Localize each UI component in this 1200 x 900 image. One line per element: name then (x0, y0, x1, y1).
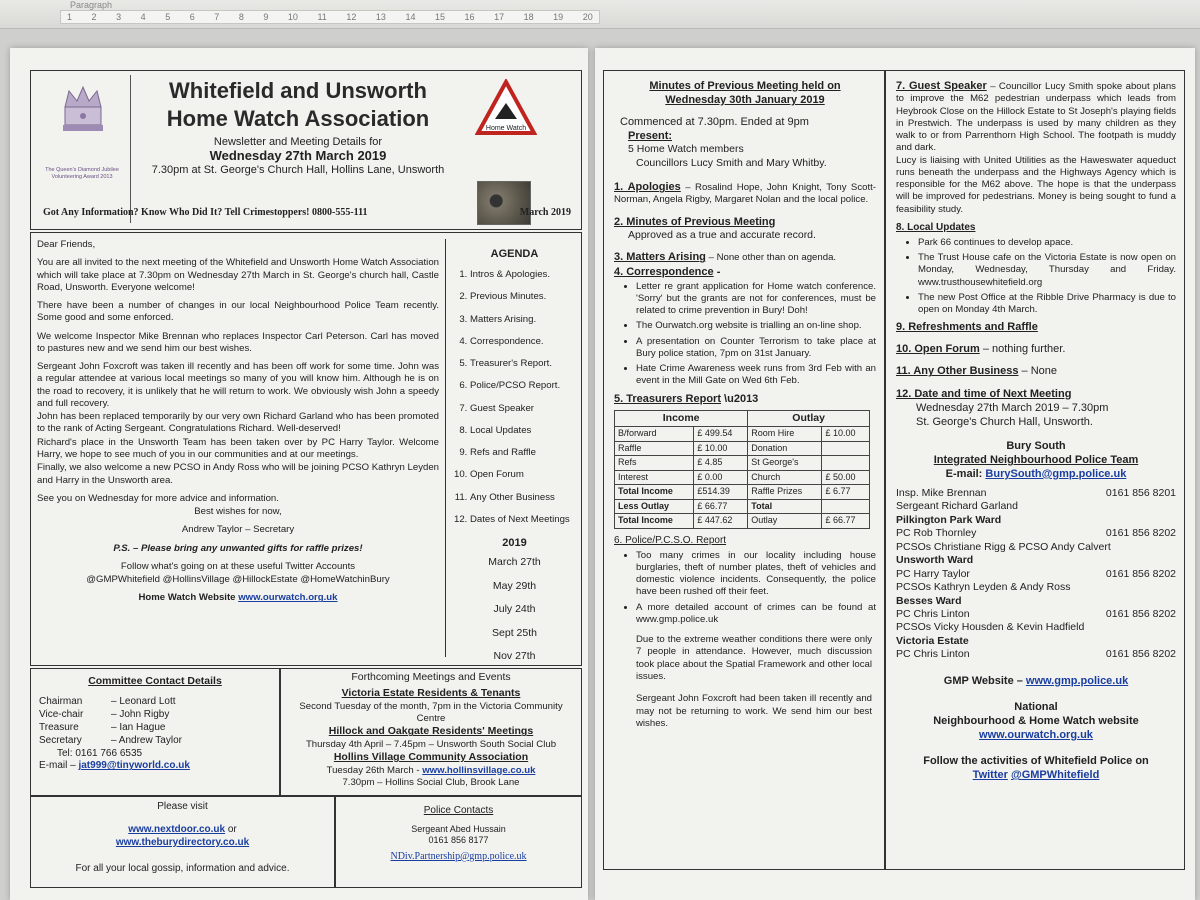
local-update-item: • The Trust House cafe on the Victoria Estate is now open on Monday, Wednesday, Thursday and Friday. www.trusthousewhitefield.org (918, 252, 1176, 289)
police-contacts: Police Contacts Sergeant Abed Hussain 0161 856 8177 NDiv.Partnership@gmp.police.uk (335, 796, 582, 888)
nextdoor-link[interactable]: www.nextdoor.co.uk (128, 823, 226, 835)
treasury-cell: £ 50.00 (822, 470, 870, 485)
committee-name: – John Rigby (111, 709, 170, 721)
gmp-website-link[interactable]: www.gmp.police.uk (1025, 674, 1129, 687)
police-team-row (896, 487, 1176, 500)
treasury-cell: Total Income (615, 514, 694, 529)
meeting-date: Nov 27th (493, 650, 536, 663)
ruler-tick: 8 (238, 12, 244, 22)
ruler-tick: 17 (494, 12, 505, 22)
treasury-cell: £ 10.00 (822, 427, 870, 442)
police-team-name: PCSOs Kathryn Leyden & Andy Ross (896, 581, 1071, 594)
committee-row (39, 722, 271, 735)
ruler-tick: 16 (464, 12, 475, 22)
local-updates-list (896, 237, 1176, 317)
ruler-tick: 18 (523, 12, 534, 22)
meeting-dates (452, 556, 577, 663)
forthcoming-events: Forthcoming Meetings and Events Victoria Estate Residents & Tenants Second Tuesday of the month, 7pm in the Victoria Community Centre Hillock and Oakgate Residents' Meetings Thursday 4th April – 7.45pm – Unsworth South Social Club Hollins Village Community Association Tuesday 26th March - www.hollinsvillage.co.uk 7.30pm – Hollins Social Club, Brook Lane (280, 668, 582, 796)
ruler-tick: 10 (287, 12, 298, 22)
correspondence-item: • Hate Crime Awareness week runs from 3rd Feb with an event in the Mill Gate on Wed 6th Feb. (636, 363, 876, 388)
meeting-date: Sept 25th (492, 626, 537, 639)
police-team-name: Pilkington Park Ward (896, 513, 1002, 526)
committee-name: – Leonard Lott (111, 696, 176, 708)
treasury-cell: Raffle (615, 441, 694, 456)
agenda-item: 8. Local Updates (470, 425, 577, 437)
svg-text:Home Watch: Home Watch (485, 125, 527, 132)
treasury-cell: £ 447.62 (694, 514, 748, 529)
treasury-cell: Less Outlay (615, 499, 694, 514)
police-team-row (896, 648, 1176, 661)
police-team-phone: 0161 856 8202 (1105, 527, 1176, 540)
local-update-item: • The new Post Office at the Ribble Drive Pharmacy is due to open on Monday 4th March. (918, 292, 1176, 317)
correspondence-list (614, 281, 876, 388)
minutes-heading: Minutes of Previous Meeting held on Wednesday 30th January 2019 (649, 80, 841, 107)
police-team-row (896, 527, 1176, 540)
toolbar-label: Paragraph (70, 0, 113, 10)
treasury-cell: Total Income (615, 485, 694, 500)
agenda-list (452, 269, 577, 526)
ruler-tick: 19 (553, 12, 564, 22)
treasury-cell: £ 10.00 (694, 441, 748, 456)
police-team-list (896, 487, 1176, 662)
police-team-name: Victoria Estate (896, 634, 969, 647)
agenda-item: 10. Open Forum (470, 469, 577, 481)
gmp-twitter-link[interactable]: @GMPWhitefield (1010, 769, 1100, 782)
police-team-row (896, 514, 1176, 527)
committee-role: Treasure (39, 722, 79, 734)
correspondence-item: • A presentation on Counter Terrorism to take place at Bury police station, 7pm on 31st January. (636, 336, 876, 361)
ruler-tick: 20 (582, 12, 593, 22)
ndiv-email-link[interactable]: NDiv.Partnership@gmp.police.uk (390, 850, 527, 862)
newsletter-subtitle: Newsletter and Meeting Details for Wednesday 27th March 2019 7.30pm at St. George's Church Hall, Hollins Lane, Unsworth (151, 136, 445, 176)
ruler-tick: 4 (140, 12, 146, 22)
crimestoppers-strap: Got Any Information? Know Who Did It? Tell Crimestoppers! 0800-555-111 March 2019 (43, 207, 571, 218)
crown-icon (59, 83, 107, 139)
committee-role: Chairman (39, 696, 83, 708)
agenda (445, 239, 577, 663)
letter: Dear Friends, You are all invited to the next meeting of the Whitefield and Unsworth Home Watch Association which will take place at 7.30pm on Wednesday 27th March in St. George's church hall, Castle Road, Unsworth. Everyone welcome! There have been a number of changes in our local Neighbourhood Police Team recently. Some good and some enforced. We welcome Inspector Mike Brennan who replaces Inspector Carl Peterson. Carl has moved to pastures new and we send him our best wishes. Sergeant John Foxcroft was taken ill recently and has been off work for some time. John was a regular attendee at various local meetings so many of you will know him. Although he is on the road to recovery, it is unlikely that he will return to work. We obviously wish John a speedy and full recovery. John has been replaced temporarily by our very own Richard Garland who has been promoted to the rank of Acting Sergeant. Congratulations Richard. Well-deserved! Richard's place in the Unsworth Team has been taken over by PC Harry Taylor. Welcome Harry, we hope to see much of you in our communities and at our meetings. Finally, we also welcome a new PCSO in Andy Ross who will be joining PCSO Kathryn Leyden and Harry in the Unsworth area. See you on Wednesday for more advice and information. Best wishes for now, Andrew Taylor – Secretary P.S. – Please bring any unwanted gifts for raffle prizes! Follow what's going on at these useful Twitter Accounts @GMPWhitefield @HollinsVillage @HillockEstate @HomeWatchinBury Home Watch Website www.ourwatch.org.uk (37, 239, 439, 604)
police-team-name: Besses Ward (896, 594, 962, 607)
committee-contacts: Committee Contact Details Chairman – Leonard Lott Vice-chair – John Rigby Treasure – Ian Hague Secretary – Andrew Taylor Tel: 0161 766 6535 E-mail – jat999@tinyworld.co.uk (30, 668, 280, 796)
committee-name: – Andrew Taylor (111, 734, 182, 746)
police-team-name: PC Harry Taylor (896, 567, 970, 580)
word-toolbar (0, 0, 1200, 29)
committee-role: Secretary (39, 734, 82, 746)
treasury-row (615, 427, 870, 442)
ruler-tick: 13 (375, 12, 386, 22)
treasury-cell: £ 66.77 (694, 499, 748, 514)
police-team-name: Unsworth Ward (896, 554, 974, 567)
police-team-name: Sergeant Richard Garland (896, 500, 1018, 513)
ruler-tick: 1 (67, 12, 73, 22)
police-team-phone: 0161 856 8202 (1105, 648, 1176, 661)
police-team-name: PCSOs Christiane Rigg & PCSO Andy Calvert (896, 540, 1111, 553)
treasury-cell: £ 499.54 (694, 427, 748, 442)
agenda-item: 3. Matters Arising. (470, 314, 577, 326)
hollins-village-link[interactable]: www.hollinsvillage.co.uk (422, 764, 536, 776)
page-right (595, 48, 1195, 900)
minutes-continued-column: 7. Guest Speaker – Councillor Lucy Smith spoke about plans to improve the M62 pedestrian underpass which leads from Heybrook Close on the Hillock Estate to St Joseph's playing fields in Prestwich. The underpass is used by many children as they walk to or from Parrenthorn High School. The footpath is muddy and dark. Lucy is liaising with United Utilities as the Haweswater aqueduct runs beneath the underpass and the Highways Agency which is responsible for the M62 above. The hope is that the underpass will be improved for pedestrians. Money is being sought to fund a feasibility study. 8. Local Updates • Park 66 continues to develop apace. • The Trust House cafe on the Victoria Estate is now open on Monday, Wednesday, Thursday and Friday. www.trusthousewhitefield.org • The new Post Office at the Ribble Drive Pharmacy is due to open on Monday 4th March. 9. Refreshments and Raffle 10. Open Forum – nothing further. 11. Any Other Business – None 12. Date and time of Next Meeting Wednesday 27th March 2019 – 7.30pm St. George's Church Hall, Unsworth. Bury South Integrated Neighbourhood Police Team E-mail: BurySouth@gmp.police.uk Insp. Mike Brennan 0161 856 8201 Sergeant Richard Garland Pilkington Park Ward PC Rob Thornley 0161 856 8202 PCSOs Christiane Rigg & PCSO Andy Calvert Unsworth Ward PC Harry Taylor 0161 856 8202 PCSOs Kathryn Leyden & Andy Ross Besses Ward PC Chris Linton 0161 856 8202 PCSOs Vicky Housden & Kevin Hadfield Victoria Estate PC Chris Linton 0161 856 8202 GMP Website – www.gmp.police.uk National Neighbourhood & Home Watch website www.ourwatch.org.uk Follow the activities of Whitefield Police on Twitter @GMPWhitefield (885, 70, 1185, 870)
police-team-phone: 0161 856 8202 (1105, 567, 1176, 580)
treasury-row (615, 456, 870, 471)
police-team-row (896, 635, 1176, 648)
agenda-item: 1. Intros & Apologies. (470, 269, 577, 281)
treasury-cell: Donation (748, 441, 822, 456)
police-team-phone: 0161 856 8201 (1105, 487, 1176, 500)
police-team-name: PC Chris Linton (896, 607, 970, 620)
police-team-row (896, 500, 1176, 513)
treasury-row (615, 499, 870, 514)
treasury-row (615, 514, 870, 529)
ruler-tick: 12 (346, 12, 357, 22)
agenda-item: 12. Dates of Next Meetings (470, 514, 577, 526)
police-report-item: • A more detailed account of crimes can be found at www.gmp.police.uk (636, 602, 876, 627)
police-team-row (896, 621, 1176, 634)
home-watch-logo-icon (475, 79, 537, 137)
ruler-tick: 2 (91, 12, 97, 22)
treasury-cell: Room Hire (748, 427, 822, 442)
ruler-tick: 6 (189, 12, 195, 22)
crest-text: The Queen's Diamond Jubilee Volunteering Award 2013 (45, 167, 119, 181)
police-team-phone: 0161 856 8202 (1105, 607, 1176, 620)
agenda-title: AGENDA (490, 248, 539, 260)
treasury-row (615, 441, 870, 456)
agenda-year: 2019 (502, 537, 527, 550)
committee-name: – Ian Hague (111, 722, 166, 734)
police-team-name: PC Chris Linton (896, 648, 970, 661)
treasury-cell: £514.39 (694, 485, 748, 500)
treasury-cell: B/forward (615, 427, 694, 442)
committee-role: Vice-chair (39, 709, 84, 721)
treasury-cell (822, 499, 870, 514)
meeting-date: March 27th (488, 556, 541, 569)
ruler-tick: 7 (214, 12, 220, 22)
treasury-cell: St George's (748, 456, 822, 471)
local-update-item: • Park 66 continues to develop apace. (918, 237, 1176, 249)
correspondence-item: • Letter re grant application for Home watch conference. 'Sorry' but the grants are not for conferences, must be related to crime prevention in Bury! Doh! (636, 281, 876, 318)
agenda-item: 2. Previous Minutes. (470, 291, 577, 303)
treasury-cell: Total (748, 499, 822, 514)
police-report-list (614, 550, 876, 627)
police-team-row (896, 581, 1176, 594)
committee-row (39, 709, 271, 722)
meeting-date: July 24th (493, 603, 536, 616)
treasury-cell: £ 66.77 (822, 514, 870, 529)
treasury-cell: £ 0.00 (694, 470, 748, 485)
agenda-item: 11. Any Other Business (470, 492, 577, 504)
treasury-cell: £ 6.77 (822, 485, 870, 500)
national-ourwatch-link[interactable]: www.ourwatch.org.uk (979, 728, 1093, 741)
police-team-row (896, 568, 1176, 581)
ruler-tick: 14 (405, 12, 416, 22)
meeting-date: May 29th (492, 579, 537, 592)
bury-south-email-link[interactable]: BurySouth@gmp.police.uk (985, 467, 1127, 480)
ruler-tick: 11 (317, 12, 327, 22)
police-team-name: PC Rob Thornley (896, 527, 977, 540)
ourwatch-link[interactable]: www.ourwatch.org.uk (238, 592, 338, 604)
police-team-name: PCSOs Vicky Housden & Kevin Hadfield (896, 621, 1085, 634)
newsletter-body (30, 232, 582, 666)
treasury-cell: £ 4.85 (694, 456, 748, 471)
ruler-tick: 3 (116, 12, 122, 22)
burydirectory-link[interactable]: www.theburydirectory.co.uk (115, 836, 250, 848)
agenda-item: 9. Refs and Raffle (470, 447, 577, 459)
police-team-row (896, 541, 1176, 554)
ruler-tick: 5 (165, 12, 171, 22)
committee-email-link[interactable]: jat999@tinyworld.co.uk (78, 760, 190, 772)
agenda-item: 6. Police/PCSO Report. (470, 380, 577, 392)
jubilee-crest (35, 75, 131, 223)
police-team-row (896, 608, 1176, 621)
treasury-row (615, 485, 870, 500)
treasury-cell: Outlay (748, 514, 822, 529)
committee-row (39, 735, 271, 748)
please-visit: Please visit www.nextdoor.co.uk or www.theburydirectory.co.uk For all your local gossip, information and advice. (30, 796, 335, 888)
minutes-column: Minutes of Previous Meeting held on Wednesday 30th January 2019 Commenced at 7.30pm. Ended at 9pm Present: 5 Home Watch members Councillors Lucy Smith and Mary Whitby. 1. Apologies – Rosalind Hope, John Knight, Tony Scott-Norman, Angela Rigby, Margaret Nolan and the local police. 2. Minutes of Previous Meeting Approved as a true and accurate record. 3. Matters Arising – None other than on agenda. 4. Correspondence - • Letter re grant application for Home watch conference. 'Sorry' but the grants are not for conferences, must be related to crime prevention in Bury! Doh! • The Ourwatch.org website is trialling an on-line shop. • A presentation on Counter Terrorism to take place at Bury police station, 7pm on 31st January. • Hate Crime Awareness week runs from 3rd Feb with an event in the Mill Gate on Wed 6th Feb. 5. Treasurers Report \u2013 Income Outlay B/forward £ 499.54 Room Hire £ 10.00 Raffle £ 10.00 Donation Refs £ 4.85 St George's Interest £ 0.00 Church £ 50.00 Total Income £514.39 Raffle Prizes £ 6.77 Less Outlay £ 66.77 Total Total Income £ 447.62 Outlay £ 66.77 6. Police/P.C.S.O. Report • Too many crimes in our locality including house burglaries, theft of number plates, theft of vehicles and domestic violence incidents. Consequently, the police have been rushed off their feet. • A more detailed account of crimes can be found at www.gmp.police.uk Due to the extreme weather conditions there were only 7 people in attendance. However, much discussion took place about the Spatial Framework and other local issues. Sergeant John Foxcroft had been taken ill recently and may not be returning to work. We send him our best wishes. (603, 70, 885, 870)
agenda-item: 4. Correspondence. (470, 336, 577, 348)
police-report-item: • Too many crimes in our locality including house burglaries, theft of number plates, theft of vehicles and domestic violence incidents. Consequently, the police have been rushed off their feet. (636, 550, 876, 599)
agenda-item: 5. Treasurer's Report. (470, 358, 577, 370)
police-team-row (896, 595, 1176, 608)
police-team-row (896, 554, 1176, 567)
newsletter-header (30, 70, 582, 230)
treasury-cell: Church (748, 470, 822, 485)
treasury-cell: Raffle Prizes (748, 485, 822, 500)
agenda-item: 7. Guest Speaker (470, 403, 577, 415)
treasury-cell: Refs (615, 456, 694, 471)
ruler[interactable] (60, 10, 600, 24)
page-left (10, 48, 588, 900)
correspondence-item: • The Ourwatch.org website is trialling an on-line shop. (636, 320, 876, 332)
committee-row (39, 696, 271, 709)
treasury-row (615, 470, 870, 485)
ruler-tick: 9 (263, 12, 269, 22)
police-team-name: Insp. Mike Brennan (896, 487, 987, 500)
treasury-cell (822, 456, 870, 471)
ruler-tick: 15 (434, 12, 445, 22)
treasurers-table: Income Outlay B/forward £ 499.54 Room Hire £ 10.00 Raffle £ 10.00 Donation Refs £ 4.85 St George's Interest £ 0.00 Church £ 50.00 Total Income £514.39 Raffle Prizes £ 6.77 Less Outlay £ 66.77 Total Total Income £ 447.62 Outlay £ 66.77 (614, 410, 870, 529)
treasury-cell: Interest (615, 470, 694, 485)
treasury-cell (822, 441, 870, 456)
newsletter-title: Whitefield and Unsworth Home Watch Association (166, 78, 430, 131)
